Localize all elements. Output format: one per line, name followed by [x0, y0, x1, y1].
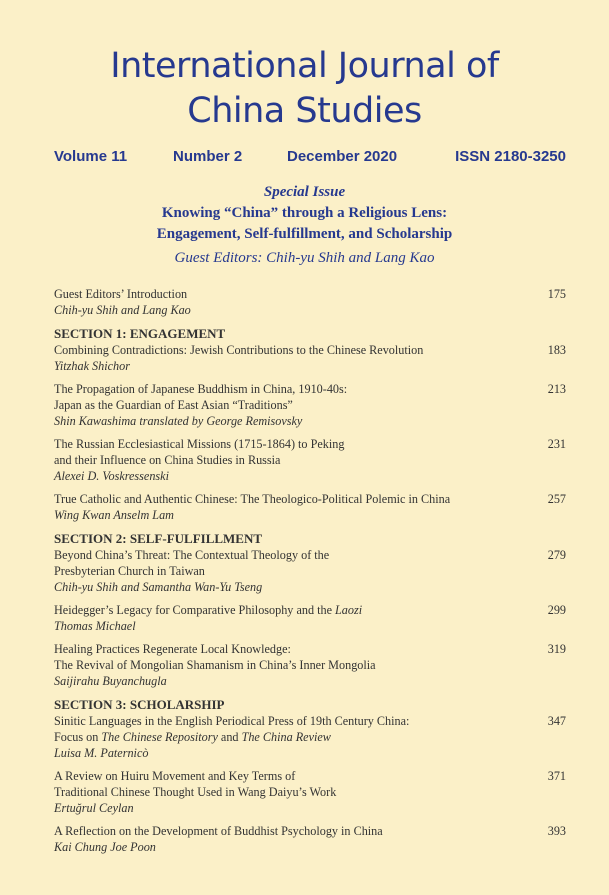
toc-entry	[54, 381, 566, 429]
entry-author: Chih-yu Shih and Lang Kao	[54, 303, 191, 317]
journal-title-line1: International Journal of	[110, 46, 499, 86]
entry-page: 213	[547, 382, 566, 396]
entry-title-line2	[54, 729, 566, 745]
entry-title: True Catholic and Authentic Chinese: The Theologico-Political Polemic in China	[54, 492, 451, 506]
theme-line1: Knowing “China” through a Religious Lens:	[161, 205, 448, 221]
toc-entry	[54, 768, 566, 816]
toc-entry-introduction	[54, 286, 566, 318]
entry-title-line1: Beyond China’s Threat: The Contextual Theology of the	[54, 548, 330, 562]
entry-title-line1: The Russian Ecclesiastical Missions (1715-1864) to Peking	[54, 437, 345, 451]
journal-title-line2: China Studies	[187, 91, 422, 131]
entry-title-italic: Laozi	[335, 603, 363, 617]
entry-page: 371	[547, 769, 566, 783]
entry-author: Alexei D. Voskressenski	[54, 469, 169, 483]
entry-author: Thomas Michael	[54, 619, 136, 633]
entry-author: Shin Kawashima translated by George Remisovsky	[54, 414, 303, 428]
table-of-contents	[54, 286, 566, 862]
entry-title-line1: Healing Practices Regenerate Local Knowledge:	[54, 642, 291, 656]
section-heading-self-fulfillment: SECTION 2: SELF-FULFILLMENT	[54, 531, 263, 546]
special-issue-label: Special Issue	[263, 184, 346, 200]
issn: ISSN 2180-3250	[455, 148, 566, 165]
entry-title: Guest Editors’ Introduction	[54, 287, 188, 301]
journal-title	[0, 44, 609, 134]
toc-entry	[54, 342, 566, 374]
entry-title-line1: Sinitic Languages in the English Periodical Press of 19th Century China:	[54, 714, 410, 728]
entry-title-text: and	[217, 730, 242, 744]
entry-title-line2: and their Influence on China Studies in Russia	[54, 453, 281, 467]
entry-author: Saijirahu Buyanchugla	[54, 674, 167, 688]
entry-title-text: Heidegger’s Legacy for Comparative Philosophy and the	[54, 603, 336, 617]
toc-entry	[54, 713, 566, 761]
entry-page: 175	[547, 287, 566, 301]
entry-title-line2: Presbyterian Church in Taiwan	[54, 564, 205, 578]
toc-entry	[54, 547, 566, 595]
theme-line2: Engagement, Self-fulfillment, and Scholarship	[156, 226, 453, 242]
entry-title-text: Focus on	[54, 730, 102, 744]
entry-page: 231	[547, 437, 566, 451]
toc-entry	[54, 823, 566, 855]
entry-title: Combining Contradictions: Jewish Contributions to the Chinese Revolution	[54, 343, 424, 357]
toc-entry	[54, 436, 566, 484]
entry-title-italic: The Chinese Repository	[101, 730, 218, 744]
entry-page: 183	[547, 343, 566, 357]
entry-title	[54, 602, 566, 618]
section-heading-engagement: SECTION 1: ENGAGEMENT	[54, 326, 226, 341]
entry-author: Kai Chung Joe Poon	[54, 840, 156, 854]
entry-page: 299	[547, 603, 566, 617]
entry-title-line1: The Propagation of Japanese Buddhism in China, 1910-40s:	[54, 382, 348, 396]
entry-title-line2: Traditional Chinese Thought Used in Wang Daiyu’s Work	[54, 785, 337, 799]
entry-author: Ertuğrul Ceylan	[54, 801, 134, 815]
entry-title-line2: Japan as the Guardian of East Asian “Traditions”	[54, 398, 293, 412]
entry-author: Luisa M. Paternicò	[54, 746, 149, 760]
volume: Volume 11	[54, 148, 128, 165]
entry-page: 393	[547, 824, 566, 838]
toc-entry	[54, 641, 566, 689]
special-issue-theme	[0, 203, 609, 245]
special-issue-block	[0, 183, 609, 268]
entry-author: Wing Kwan Anselm Lam	[54, 508, 174, 522]
section-heading-scholarship: SECTION 3: SCHOLARSHIP	[54, 697, 225, 712]
entry-title-line2: The Revival of Mongolian Shamanism in China’s Inner Mongolia	[54, 658, 376, 672]
entry-author: Yitzhak Shichor	[54, 359, 130, 373]
entry-page: 347	[547, 714, 566, 728]
entry-page: 279	[547, 548, 566, 562]
issue-info	[0, 148, 609, 170]
toc-entry	[54, 602, 566, 634]
number: Number 2	[173, 148, 243, 165]
guest-editors: Guest Editors: Chih-yu Shih and Lang Kao	[174, 250, 435, 266]
entry-title-line1: A Review on Huiru Movement and Key Terms of	[54, 769, 296, 783]
entry-page: 257	[547, 492, 566, 506]
issue-date: December 2020	[287, 148, 398, 165]
entry-title: A Reflection on the Development of Buddhist Psychology in China	[54, 824, 383, 838]
entry-author: Chih-yu Shih and Samantha Wan-Yu Tseng	[54, 580, 263, 594]
entry-title-italic: The China Review	[241, 730, 331, 744]
toc-entry	[54, 491, 566, 523]
entry-page: 319	[547, 642, 566, 656]
